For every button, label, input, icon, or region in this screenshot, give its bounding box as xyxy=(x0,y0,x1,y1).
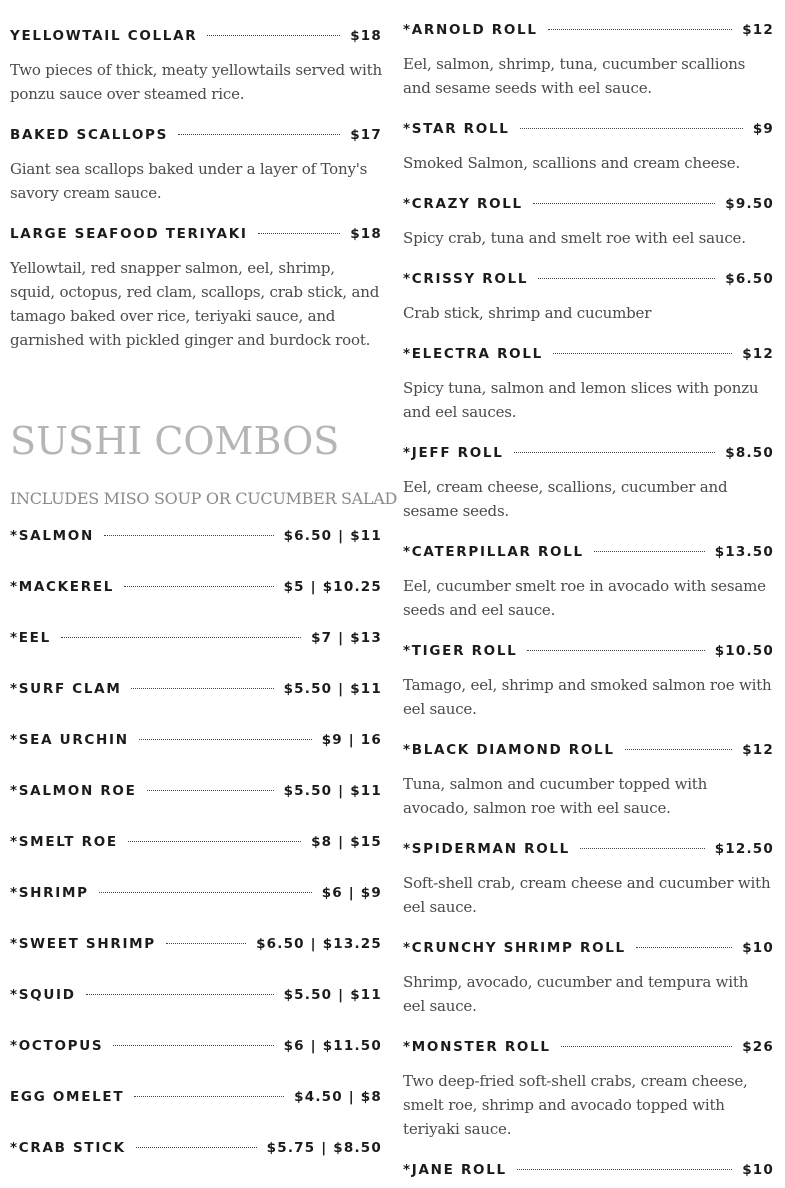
combo-name: *MACKEREL xyxy=(10,579,115,595)
combo-name: *SURF CLAM xyxy=(10,681,122,697)
combo-price: $6 | $9 xyxy=(321,885,382,901)
roll-name: *STAR ROLL xyxy=(403,121,510,137)
menu-item-name: BAKED SCALLOPS xyxy=(10,127,169,143)
menu-item-header xyxy=(10,27,382,45)
dot-leader xyxy=(258,233,341,234)
dot-leader xyxy=(548,29,733,30)
menu-item-header xyxy=(10,126,382,144)
dot-leader xyxy=(533,203,715,204)
combo-price: $5.50 | $11 xyxy=(283,987,382,1003)
combo-name: *SQUID xyxy=(10,987,76,1003)
combo-name: EGG OMELET xyxy=(10,1089,125,1105)
roll-price: $12 xyxy=(742,346,774,362)
roll-name: *TIGER ROLL xyxy=(403,643,518,659)
dot-leader xyxy=(514,452,716,453)
roll-price: $26 xyxy=(742,1039,774,1055)
roll-item-caterpillar xyxy=(403,543,774,622)
roll-item-arnold xyxy=(403,21,774,100)
roll-item-crazy xyxy=(403,195,774,250)
roll-price: $12 xyxy=(742,22,774,38)
roll-description: Soft-shell crab, cream cheese and cucumber with eel sauce. xyxy=(403,874,771,916)
roll-description: Smoked Salmon, scallions and cream cheese. xyxy=(403,154,741,172)
dot-leader xyxy=(128,841,301,842)
combo-name: *CRAB STICK xyxy=(10,1140,126,1156)
roll-name: *CRUNCHY SHRIMP ROLL xyxy=(403,940,626,956)
menu-item-header xyxy=(10,225,382,243)
combo-price: $4.50 | $8 xyxy=(294,1089,382,1105)
roll-price: $12 xyxy=(742,742,774,758)
roll-description: Eel, cream cheese, scallions, cucumber and sesame seeds. xyxy=(403,478,728,520)
roll-description: Tamago, eel, shrimp and smoked salmon roe with eel sauce. xyxy=(403,676,772,718)
menu-item-description: Yellowtail, red snapper salmon, eel, shrimp, squid, octopus, red clam, scallops, crab stick, and tamago baked over rice, teriyaki sauce, and garnished with pickled ginger and burdock root. xyxy=(10,259,380,349)
dot-leader xyxy=(131,688,273,689)
section-subtitle: INCLUDES MISO SOUP OR CUCUMBER SALAD xyxy=(10,489,398,508)
combo-item xyxy=(10,986,382,1004)
combo-price: $5.75 | $8.50 xyxy=(266,1140,382,1156)
combo-price: $5.50 | $11 xyxy=(283,681,382,697)
roll-price: $10.50 xyxy=(714,643,774,659)
combo-item xyxy=(10,629,382,647)
dot-leader xyxy=(134,1096,284,1097)
roll-price: $12.50 xyxy=(714,841,774,857)
dot-leader xyxy=(178,134,340,135)
combo-name: *SMELT ROE xyxy=(10,834,118,850)
roll-name: *SPIDERMAN ROLL xyxy=(403,841,570,857)
roll-name: *MONSTER ROLL xyxy=(403,1039,551,1055)
roll-price: $8.50 xyxy=(725,445,774,461)
combo-price: $8 | $15 xyxy=(311,834,382,850)
roll-description: Spicy tuna, salmon and lemon slices with ponzu and eel sauces. xyxy=(403,379,759,421)
combo-item xyxy=(10,1088,382,1106)
dot-leader xyxy=(124,586,274,587)
roll-description: Tuna, salmon and cucumber topped with avocado, salmon roe with eel sauce. xyxy=(403,775,708,817)
combo-price: $9 | 16 xyxy=(321,732,382,748)
dot-leader xyxy=(520,128,743,129)
menu-item-price: $18 xyxy=(350,226,382,242)
roll-item-star xyxy=(403,120,774,175)
combo-name: *SHRIMP xyxy=(10,885,89,901)
roll-item-electra xyxy=(403,345,774,424)
combo-name: *SALMON xyxy=(10,528,94,544)
menu-item-name: YELLOWTAIL COLLAR xyxy=(10,28,198,44)
dot-leader xyxy=(538,278,715,279)
dot-leader xyxy=(561,1046,733,1047)
roll-item-crissy xyxy=(403,270,774,325)
roll-description: Crab stick, shrimp and cucumber xyxy=(403,304,652,322)
combo-name: *OCTOPUS xyxy=(10,1038,104,1054)
roll-name: *JEFF ROLL xyxy=(403,445,504,461)
combo-name: *SALMON ROE xyxy=(10,783,137,799)
dot-leader xyxy=(99,892,312,893)
combo-item xyxy=(10,680,382,698)
roll-description: Shrimp, avocado, cucumber and tempura with eel sauce. xyxy=(403,973,749,1015)
menu-item-large-seafood-teriyaki xyxy=(10,225,382,352)
roll-price: $10 xyxy=(742,940,774,956)
menu-item-name: LARGE SEAFOOD TERIYAKI xyxy=(10,226,248,242)
combo-name: *SEA URCHIN xyxy=(10,732,129,748)
dot-leader xyxy=(113,1045,273,1046)
dot-leader xyxy=(147,790,274,791)
dot-leader xyxy=(139,739,312,740)
dot-leader xyxy=(166,943,246,944)
dot-leader xyxy=(553,353,732,354)
menu-item-description: Giant sea scallops baked under a layer of Tony's savory cream sauce. xyxy=(10,160,368,202)
menu-item-description: Two pieces of thick, meaty yellowtails served with ponzu sauce over steamed rice. xyxy=(10,61,382,103)
roll-price: $9.50 xyxy=(725,196,774,212)
roll-item-spiderman xyxy=(403,840,774,919)
roll-name: *ARNOLD ROLL xyxy=(403,22,538,38)
combo-item xyxy=(10,1037,382,1055)
roll-description: Eel, salmon, shrimp, tuna, cucumber scallions and sesame seeds with eel sauce. xyxy=(403,55,746,97)
combo-price: $6 | $11.50 xyxy=(283,1038,382,1054)
menu-item-price: $17 xyxy=(350,127,382,143)
roll-name: *BLACK DIAMOND ROLL xyxy=(403,742,615,758)
combo-item xyxy=(10,527,382,545)
roll-price: $10 xyxy=(742,1162,774,1178)
combo-price: $6.50 | $11 xyxy=(283,528,382,544)
menu-item-yellowtail-collar xyxy=(10,27,382,106)
roll-description: Two deep-fried soft-shell crabs, cream cheese, smelt roe, shrimp and avocado topped with teriyaki sauce. xyxy=(403,1072,748,1138)
roll-item-jane xyxy=(403,1161,774,1179)
dot-leader xyxy=(61,637,301,638)
dot-leader xyxy=(207,35,340,36)
roll-item-monster xyxy=(403,1038,774,1141)
roll-name: *CRAZY ROLL xyxy=(403,196,523,212)
combo-name: *SWEET SHRIMP xyxy=(10,936,156,952)
section-title: SUSHI COMBOS xyxy=(10,419,340,463)
dot-leader xyxy=(636,947,732,948)
roll-description: Spicy crab, tuna and smelt roe with eel sauce. xyxy=(403,229,746,247)
combo-name: *EEL xyxy=(10,630,51,646)
roll-item-jeff xyxy=(403,444,774,523)
combo-price: $5.50 | $11 xyxy=(283,783,382,799)
roll-item-crunchy-shrimp xyxy=(403,939,774,1018)
combo-price: $5 | $10.25 xyxy=(283,579,382,595)
roll-name: *JANE ROLL xyxy=(403,1162,507,1178)
dot-leader xyxy=(580,848,705,849)
dot-leader xyxy=(625,749,733,750)
combo-item xyxy=(10,833,382,851)
roll-name: *CATERPILLAR ROLL xyxy=(403,544,584,560)
roll-item-black-diamond xyxy=(403,741,774,820)
menu-item-baked-scallops xyxy=(10,126,382,205)
combo-item xyxy=(10,884,382,902)
roll-price: $6.50 xyxy=(725,271,774,287)
dot-leader xyxy=(104,535,274,536)
menu-item-price: $18 xyxy=(350,28,382,44)
dot-leader xyxy=(527,650,704,651)
combo-item xyxy=(10,935,382,953)
combo-item xyxy=(10,1139,382,1157)
combo-price: $7 | $13 xyxy=(311,630,382,646)
combo-price: $6.50 | $13.25 xyxy=(256,936,382,952)
roll-name: *ELECTRA ROLL xyxy=(403,346,543,362)
combo-item xyxy=(10,578,382,596)
dot-leader xyxy=(594,551,705,552)
roll-item-tiger xyxy=(403,642,774,721)
roll-description: Eel, cucumber smelt roe in avocado with sesame seeds and eel sauce. xyxy=(403,577,766,619)
combo-item xyxy=(10,782,382,800)
dot-leader xyxy=(136,1147,257,1148)
dot-leader xyxy=(86,994,274,995)
dot-leader xyxy=(517,1169,732,1170)
roll-price: $13.50 xyxy=(714,544,774,560)
combo-item xyxy=(10,731,382,749)
roll-price: $9 xyxy=(752,121,774,137)
roll-name: *CRISSY ROLL xyxy=(403,271,529,287)
